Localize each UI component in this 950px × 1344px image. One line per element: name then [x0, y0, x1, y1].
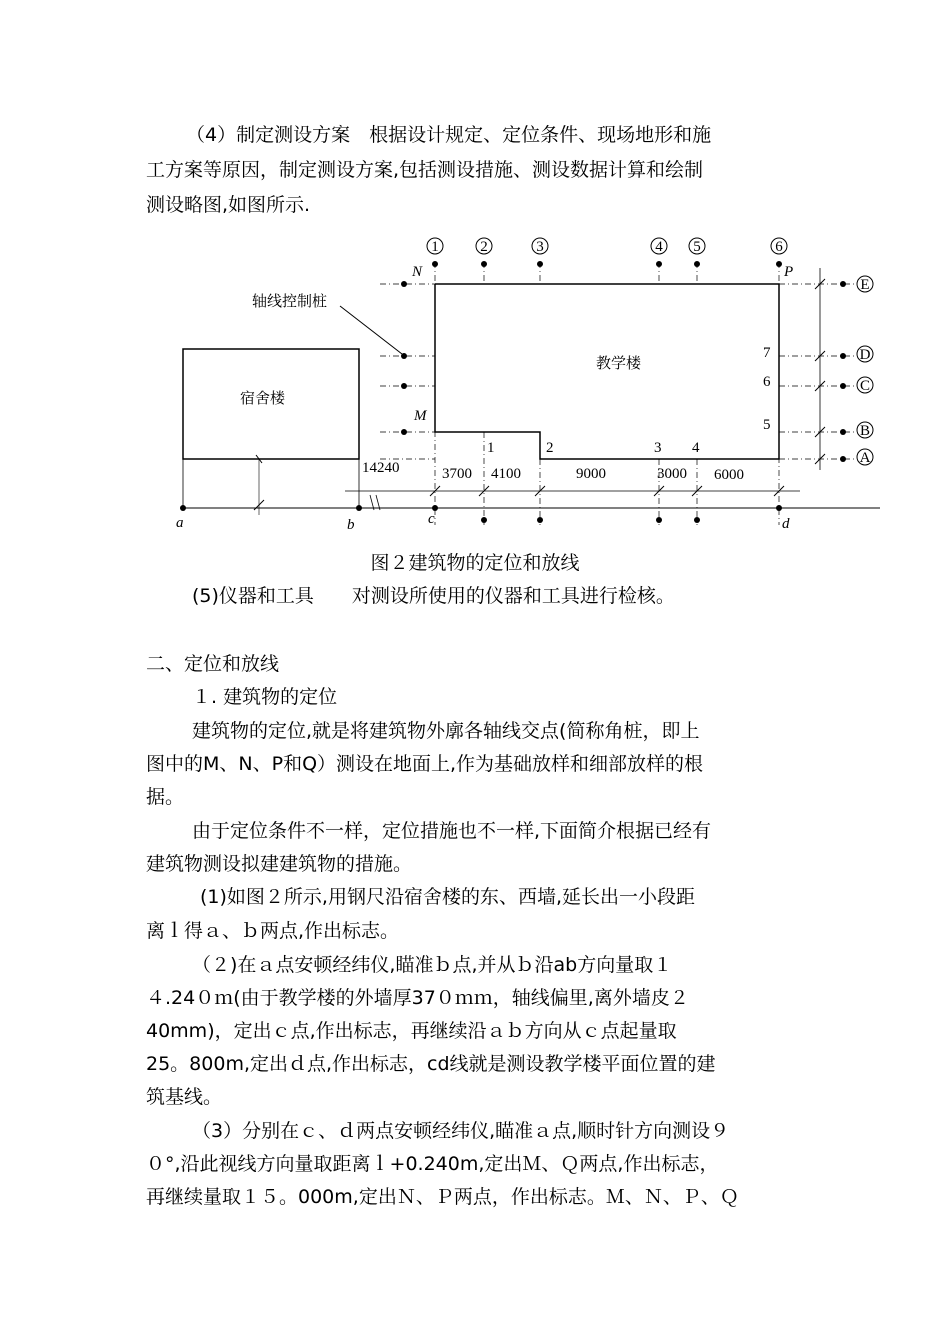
school-label: 教学楼 — [596, 354, 642, 372]
p5-line: (5)仪器和工具 对测设所使用的仪器和工具进行检核。 — [192, 585, 675, 607]
axis-number-6: 6 — [775, 239, 783, 255]
stake-label: 轴线控制桩 — [252, 292, 328, 310]
sub-title: １. 建筑物的定位 — [192, 686, 338, 708]
dim-14240: 14240 — [362, 460, 400, 476]
def-line-1: 建筑物的定位,就是将建筑物外廓各轴线交点(简称角桩，即上 — [192, 720, 700, 742]
axis-number-2: 2 — [480, 239, 488, 255]
s3-line-3: 再继续量取１５。000m,定出Ｎ、Ｐ两点，作出标志。Ｍ、Ｎ、Ｐ、Ｑ — [146, 1186, 739, 1208]
s1-line-1: (1)如图２所示,用钢尺沿宿舍楼的东、西墙,延长出一小段距 — [200, 886, 695, 908]
point-label-d: d — [782, 516, 790, 532]
axis-number-4: 4 — [655, 239, 663, 255]
s2-line-4: 25。800m,定出ｄ点,作出标志，cd线就是测设教学楼平面位置的建 — [146, 1053, 716, 1075]
dim-3000: 3000 — [657, 466, 687, 482]
axis-letter-b: B — [859, 423, 871, 439]
axis-number-5: 5 — [693, 239, 701, 255]
s3-line-1: （3）分别在ｃ、ｄ两点安顿经纬仪,瞄准ａ点,顺时针方向测设９ — [192, 1120, 730, 1142]
axis-number-3: 3 — [536, 239, 544, 255]
point-label-c: c — [428, 511, 435, 527]
corner-label-m: M — [414, 408, 427, 424]
inner-label-4: 4 — [692, 440, 700, 456]
p4-line-2: 工方案等原因，制定测设方案,包括测设措施、测设数据计算和绘制 — [146, 159, 704, 181]
s3-line-2: ０°,沿此视线方向量取距离ｌ+0.240m,定出Ｍ、Ｑ两点,作出标志， — [146, 1153, 719, 1175]
intro-line-2: 建筑物测设拟建建筑物的措施。 — [146, 853, 413, 875]
dim-3700: 3700 — [442, 466, 472, 482]
inner-label-2: 2 — [546, 440, 554, 456]
axis-letter-c: C — [859, 378, 871, 394]
p4-line-1: （4）制定测设方案 根据设计规定、定位条件、现场地形和施 — [186, 124, 712, 146]
def-line-2: 图中的M、N、P和Q）测设在地面上,作为基础放样和细部放样的根 — [146, 753, 704, 775]
corner-label-n: N — [412, 264, 423, 280]
dim-6000: 6000 — [714, 467, 744, 483]
inner-label-1: 1 — [487, 440, 495, 456]
corner-label-p: P — [784, 264, 794, 280]
inner-label-6: 6 — [763, 374, 771, 390]
dim-9000: 9000 — [576, 466, 606, 482]
dorm-label: 宿舍楼 — [240, 389, 286, 407]
inner-label-5: 5 — [763, 417, 771, 433]
axis-number-1: 1 — [431, 239, 439, 255]
inner-label-7: 7 — [763, 345, 771, 361]
s2-line-3: 40mm)，定出ｃ点,作出标志，再继续沿ａｂ方向从ｃ点起量取 — [146, 1020, 677, 1042]
def-line-3: 据。 — [146, 786, 185, 808]
point-label-b: b — [347, 517, 355, 533]
dim-4100: 4100 — [491, 466, 521, 482]
axis-letter-e: E — [860, 277, 870, 293]
section-title: 二、定位和放线 — [146, 653, 280, 675]
intro-line-1: 由于定位条件不一样，定位措施也不一样,下面简介根据已经有 — [192, 820, 712, 842]
s1-line-2: 离ｌ得ａ、ｂ两点,作出标志。 — [146, 920, 400, 942]
point-label-a: a — [176, 515, 184, 531]
s2-line-2: ４.24０ｍ(由于教学楼的外墙厚37０ｍｍ，轴线偏里,离外墙皮２ — [146, 987, 689, 1009]
figure-caption: 图２建筑物的定位和放线 — [370, 553, 580, 574]
inner-label-3: 3 — [654, 440, 662, 456]
p4-line-3: 测设略图,如图所示. — [146, 194, 311, 216]
axis-letter-d: D — [859, 347, 871, 363]
axis-letter-a: A — [859, 450, 871, 466]
figure-building-layout — [0, 0, 950, 560]
s2-line-1: （２)在ａ点安顿经纬仪,瞄准ｂ点,并从ｂ沿ab方向量取１ — [192, 954, 673, 976]
s2-line-5: 筑基线。 — [146, 1086, 223, 1108]
